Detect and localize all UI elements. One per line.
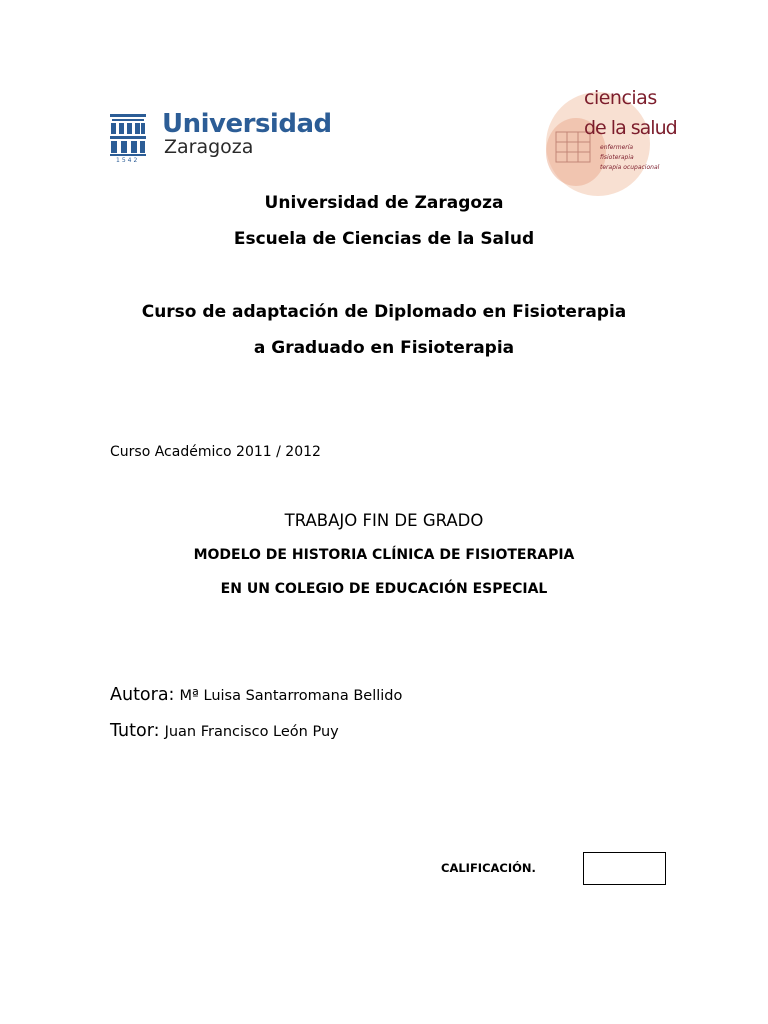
course-title-line1: Curso de adaptación de Diplomado en Fisioterapia	[141, 302, 627, 322]
university-logo-word: Universidad	[162, 109, 332, 139]
grade-box	[583, 852, 666, 885]
work-title-line1: MODELO DE HISTORIA CLÍNICA DE FISIOTERAPIA	[193, 547, 575, 563]
author-name: Mª Luisa Santarromana Bellido	[179, 688, 403, 704]
university-logo-year: 1542	[116, 157, 140, 164]
school-logo-word2: de la salud	[584, 117, 677, 139]
university-logo-city: Zaragoza	[164, 136, 254, 158]
tutor-name: Juan Francisco León Puy	[164, 724, 339, 740]
academic-year: Curso Académico 2011 / 2012	[110, 444, 321, 460]
work-title-line2: EN UN COLEGIO DE EDUCACIÓN ESPECIAL	[220, 581, 548, 597]
grade-label: CALIFICACIÓN.	[441, 861, 536, 875]
course-title-line2: a Graduado en Fisioterapia	[253, 338, 515, 358]
school-heading: Escuela de Ciencias de la Salud	[233, 229, 535, 249]
school-logo-word1: ciencias	[584, 87, 657, 109]
school-logo-tag-physio: fisioterapia	[600, 154, 634, 161]
school-logo-tag-nursing: enfermería	[600, 144, 634, 151]
tutor-label: Tutor:	[110, 721, 160, 741]
work-type-heading: TRABAJO FIN DE GRADO	[284, 511, 484, 530]
tutor-line	[110, 720, 339, 743]
school-logo-tag-ot: terapia ocupacional	[600, 164, 660, 171]
author-label: Autora:	[110, 685, 175, 705]
university-heading: Universidad de Zaragoza	[264, 193, 504, 213]
author-line	[110, 684, 402, 707]
